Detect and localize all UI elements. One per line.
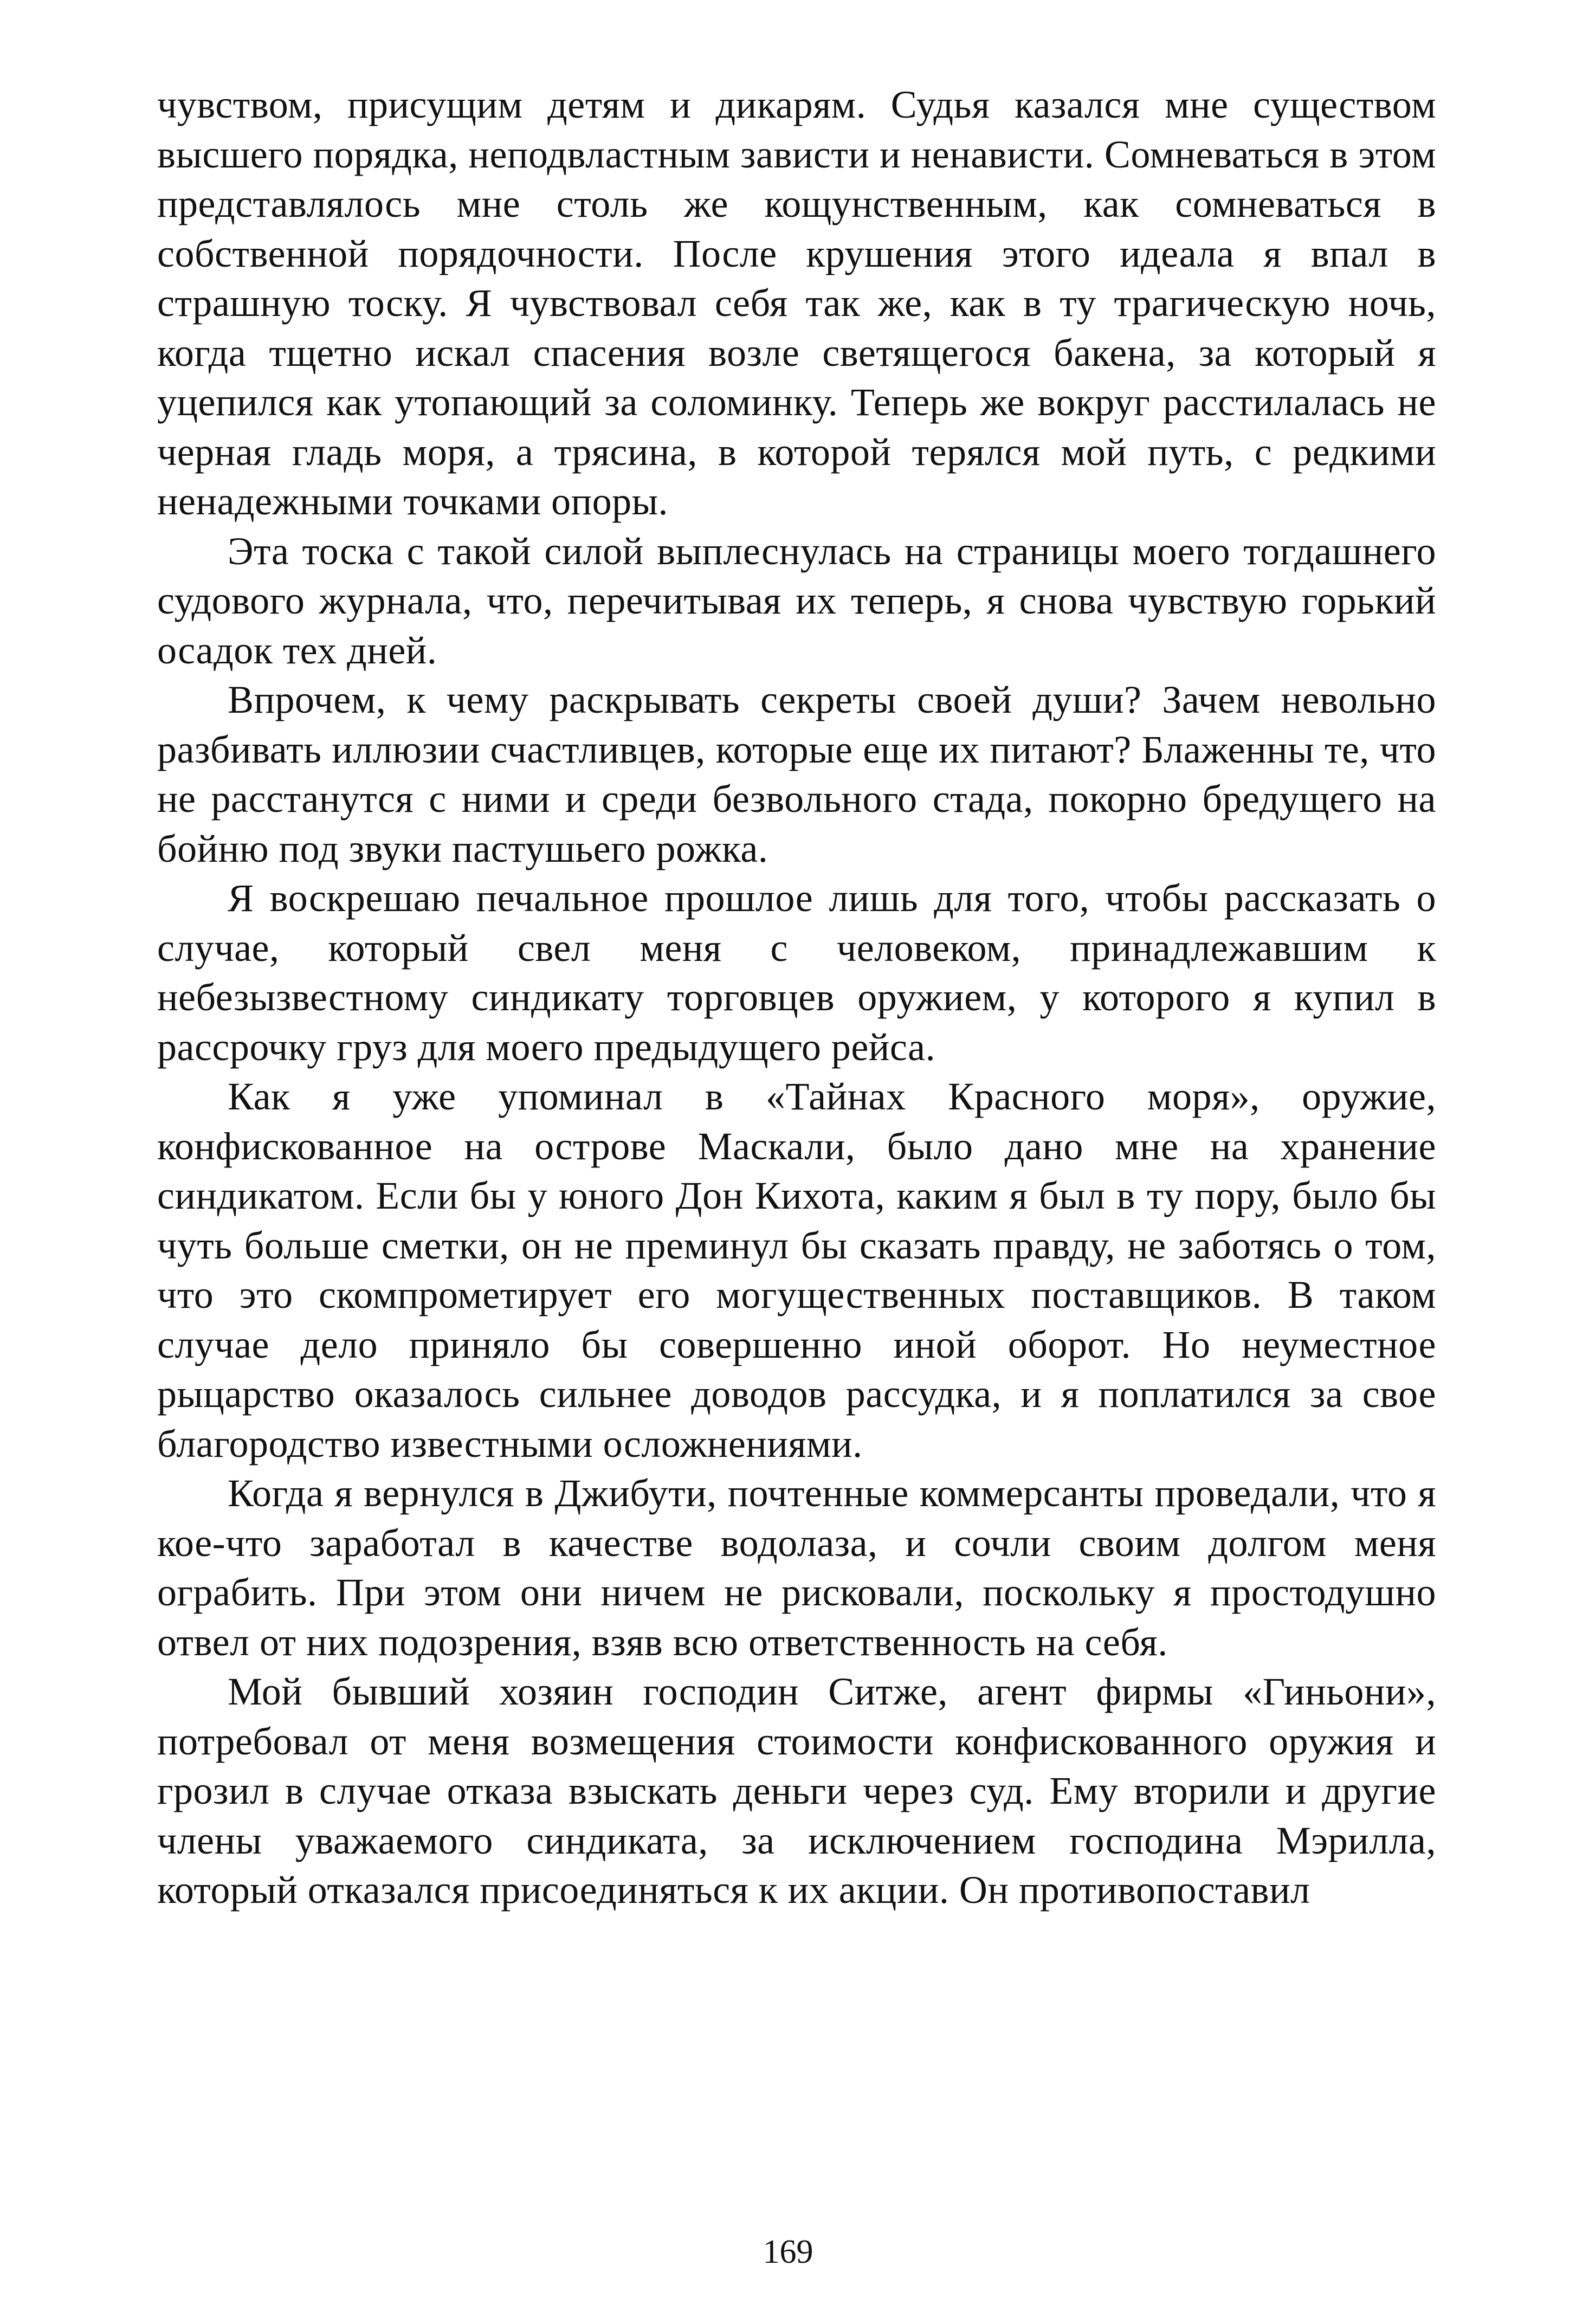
paragraph-7: Мой бывший хозяин господин Ситже, агент фирмы «Гиньони», потребовал от меня возмещения стоимости конфискованного оружия и грозил в случае отказа взыскать деньги через суд. Ему вторили и другие члены уважаемого синдиката, за исключением господина Мэрилла, который отказался присоединяться к их акции. Он противопоставил — [157, 1670, 1436, 1912]
paragraph-4: Я воскрешаю печальное прошлое лишь для того, чтобы рассказать о случае, который свел меня с человеком, принадлежавшим к небезызвестному синдикату торговцев оружием, у которого я купил в рассрочку груз для моего предыдущего рейса. — [157, 876, 1436, 1069]
paragraph-6: Когда я вернулся в Джибути, почтенные коммерсанты проведали, что я кое-что заработал в качестве водолаза, и сочли своим долгом меня ограбить. При этом они ничем не рисковали, поскольку я простодушно отвел от них подозрения, взяв всю ответственность на себя. — [157, 1471, 1436, 1664]
paragraph-1: чувством, присущим детям и дикарям. Судья казался мне существом высшего порядка, неподвластным зависти и ненависти. Сомневаться в этом представлялось мне столь же кощунственным, как сомневаться в собственной порядочности. После крушения этого идеала я впал в страшную тоску. Я чувствовал себя так же, как в ту трагическую ночь, когда тщетно искал спасения возле светящегося бакена, за который я уцепился как утопающий за соломинку. Теперь же вокруг расстилалась не черная гладь моря, а трясина, в которой терялся мой путь, с редкими ненадежными точками опоры. — [157, 83, 1436, 523]
paragraph-3: Впрочем, к чему раскрывать секреты своей души? Зачем невольно разбивать иллюзии счастливцев, которые еще их питают? Блаженны те, что не расстанутся с ними и среди безвольного стада, покорно бредущего на бойню под звуки пастушьего рожка. — [157, 678, 1436, 870]
paragraph-2: Эта тоска с такой силой выплеснулась на страницы моего тогдашнего судового журнала, что, перечитывая их теперь, я снова чувствую горький осадок тех дней. — [157, 529, 1436, 672]
paragraph-5: Как я уже упоминал в «Тайнах Красного моря», оружие, конфискованное на острове Маскали, было дано мне на хранение синдикатом. Если бы у юного Дон Кихота, каким я был в ту пору, было бы чуть больше сметки, он не преминул бы сказать правду, не заботясь о том, что это скомпрометирует его могущественных поставщиков. В таком случае дело приняло бы совершенно иной оборот. Но неуместное рыцарство оказалось сильнее доводов рассудка, и я поплатился за свое благородство известными осложнениями. — [157, 1075, 1436, 1466]
page-body-text — [157, 80, 1436, 1915]
page-number: 169 — [763, 2233, 813, 2270]
